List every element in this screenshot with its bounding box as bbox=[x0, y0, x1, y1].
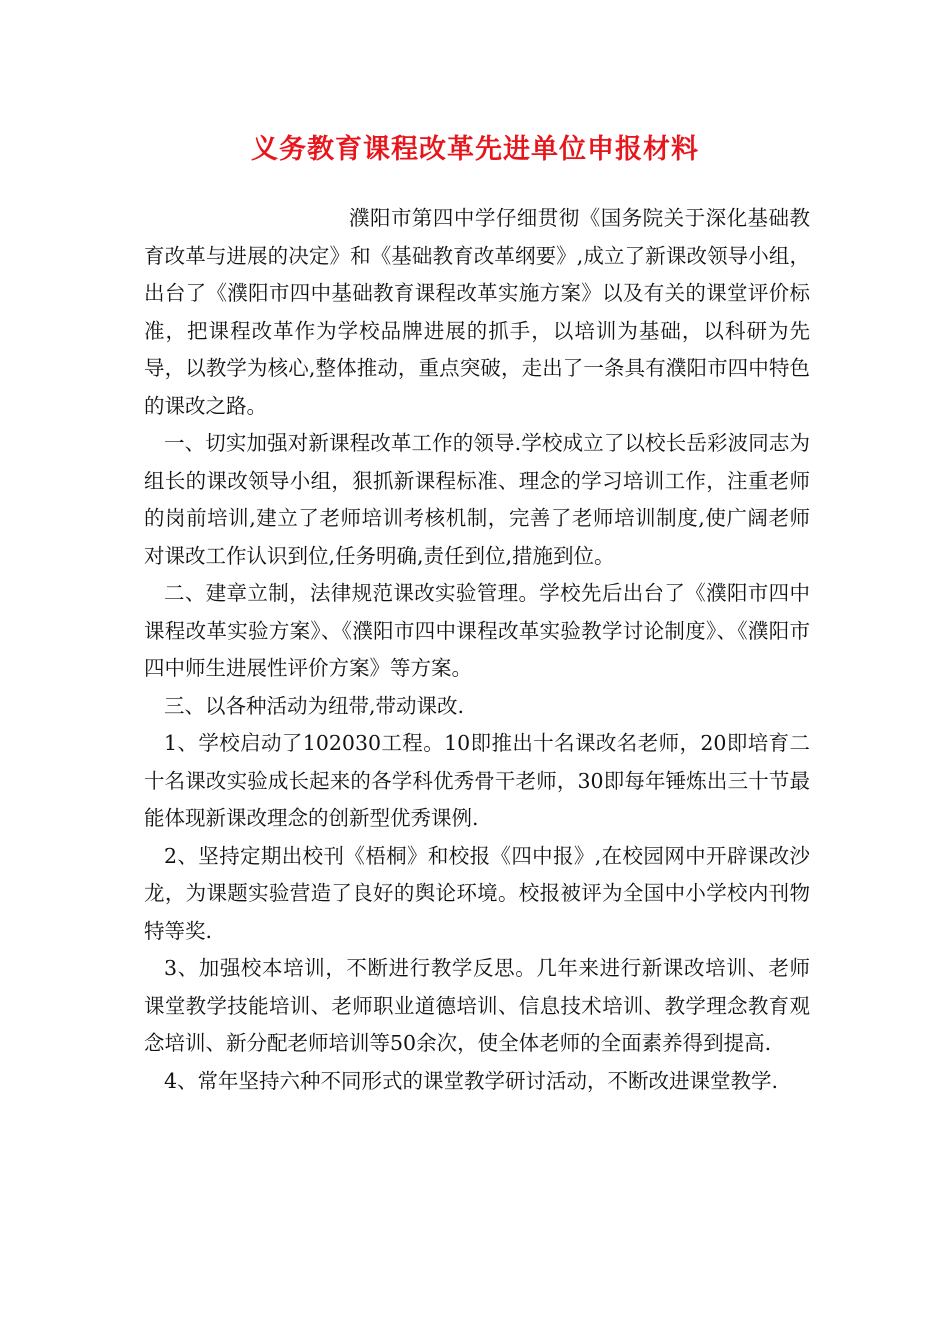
item-two-paragraph: 2、坚持定期出校刊《梧桐》和校报《四中报》,在校园网中开辟课改沙龙，为课题实验营造了良好的舆论环境。校报被评为全国中小学校内刊物特等奖. bbox=[144, 843, 810, 943]
section-three-heading: 三、以各种活动为纽带,带动课改. bbox=[164, 693, 465, 718]
section-two-paragraph: 二、建章立制，法律规范课改实验管理。学校先后出台了《濮阳市四中课程改革实验方案》、《濮阳市四中课程改革实验教学讨论制度》、《濮阳市四中师生进展性评价方案》等方案。 bbox=[144, 581, 810, 680]
document-title: 义务教育课程改革先进单位申报材料 bbox=[251, 134, 699, 165]
section-one-paragraph: 一、切实加强对新课程改革工作的领导.学校成立了以校长岳彩波同志为组长的课改领导小组，狠抓新课程标准、理念的学习培训工作，注重老师的岗前培训,建立了老师培训考核机制，完善了老师培训制度,使广阔老师对课改工作认识到位,任务明确,责任到位,措施到位。 bbox=[144, 431, 810, 568]
document-body bbox=[144, 200, 810, 1100]
intro-paragraph: 濮阳市第四中学仔细贯彻《国务院关于深化基础教育改革与进展的决定》和《基础教育改革纲要》,成立了新课改领导小组，出台了《濮阳市四中基础教育课程改革实施方案》以及有关的课堂评价标准，把课程改革作为学校品牌进展的抓手，以培训为基础，以科研为先导，以教学为核心,整体推动，重点突破，走出了一条具有濮阳市四中特色的课改之路。 bbox=[144, 206, 810, 418]
item-three-paragraph: 3、加强校本培训，不断进行教学反思。几年来进行新课改培训、老师课堂教学技能培训、老师职业道德培训、信息技术培训、教学理念教育观念培训、新分配老师培训等50余次，使全体老师的全面素养得到提高. bbox=[144, 956, 810, 1055]
item-four-paragraph: 4、常年坚持六种不同形式的课堂教学研讨活动，不断改进课堂教学. bbox=[164, 1068, 779, 1093]
item-one-paragraph: 1、学校启动了102030工程。10即推出十名课改名老师，20即培育二十名课改实验成长起来的各学科优秀骨干老师，30即每年锤炼出三十节最能体现新课改理念的创新型优秀课例. bbox=[144, 731, 810, 830]
